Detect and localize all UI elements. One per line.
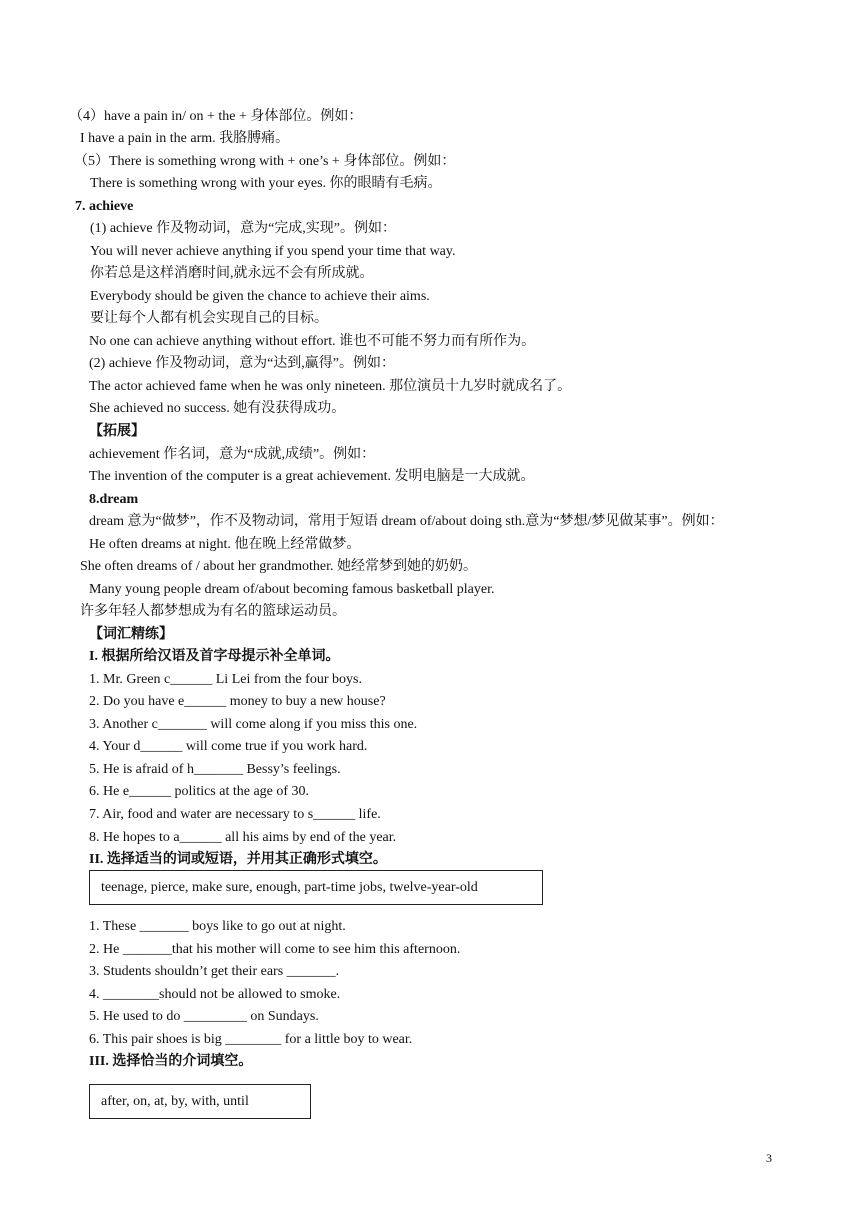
text-line: I. 根据所给汉语及首字母提示补全单词。 xyxy=(89,649,340,664)
text-line: 6. This pair shoes is big ________ for a little boy to wear. xyxy=(89,1032,413,1047)
text-line: He often dreams at night. 他在晚上经常做梦。 xyxy=(89,537,361,552)
word-bank-text-1: teenage, pierce, make sure, enough, part-time jobs, twelve-year-old xyxy=(101,880,478,895)
text-line: 5. He used to do _________ on Sundays. xyxy=(89,1009,319,1024)
text-line: 许多年轻人都梦想成为有名的篮球运动员。 xyxy=(80,604,346,619)
text-line: (1) achieve 作及物动词，意为“完成,实现”。例如： xyxy=(90,221,396,236)
page-number: 3 xyxy=(766,1151,772,1165)
word-bank-text-2: after, on, at, by, with, until xyxy=(101,1094,249,1109)
text-line: 6. He e______ politics at the age of 30. xyxy=(89,784,310,799)
text-line: 7. achieve xyxy=(75,199,134,214)
text-line: 3. Another c_______ will come along if you miss this one. xyxy=(89,717,418,732)
text-line: I have a pain in the arm. 我胳膊痛。 xyxy=(80,131,290,146)
text-line: III. 选择恰当的介词填空。 xyxy=(89,1054,253,1069)
text-line: 4. Your d______ will come true if you work hard. xyxy=(89,739,368,754)
text-line: （4）have a pain in/ on + the + 身体部位。例如： xyxy=(69,109,363,124)
text-line: 7. Air, food and water are necessary to s______ life. xyxy=(89,807,381,822)
text-line: She often dreams of / about her grandmother. 她经常梦到她的奶奶。 xyxy=(80,559,477,574)
text-line: dream 意为“做梦”，作不及物动词，常用于短语 dream of/about doing sth.意为“梦想/梦见做某事”。例如： xyxy=(89,514,724,529)
text-line: (2) achieve 作及物动词，意为“达到,赢得”。例如： xyxy=(89,356,395,371)
text-line: She achieved no success. 她有没获得成功。 xyxy=(89,401,346,416)
text-line: 2. He _______that his mother will come to see him this afternoon. xyxy=(89,942,461,957)
text-line: 5. He is afraid of h_______ Bessy’s feelings. xyxy=(89,762,341,777)
text-line: 你若总是这样消磨时间,就永远不会有所成就。 xyxy=(90,266,374,281)
text-line: 8.dream xyxy=(89,492,139,507)
text-line: 1. Mr. Green c______ Li Lei from the four boys. xyxy=(89,672,362,687)
text-line: 2. Do you have e______ money to buy a new house? xyxy=(89,694,386,709)
word-bank-box-2 xyxy=(89,1084,311,1119)
text-line: The actor achieved fame when he was only nineteen. 那位演员十九岁时就成名了。 xyxy=(89,379,572,394)
text-line: achievement 作名词，意为“成就,成绩”。例如： xyxy=(89,447,376,462)
text-line: The invention of the computer is a great achievement. 发明电脑是一大成就。 xyxy=(89,469,535,484)
text-line: 要让每个人都有机会实现自己的目标。 xyxy=(90,311,328,326)
text-line: 【词汇精练】 xyxy=(89,627,173,642)
text-line: （5）There is something wrong with + one’s + 身体部位。例如： xyxy=(74,154,456,169)
text-line: Many young people dream of/about becoming famous basketball player. xyxy=(89,582,495,597)
text-line: Everybody should be given the chance to achieve their aims. xyxy=(90,289,430,304)
text-line: No one can achieve anything without effort. 谁也不可能不努力而有所作为。 xyxy=(89,334,536,349)
word-bank-box-1 xyxy=(89,870,543,905)
text-line: 8. He hopes to a______ all his aims by end of the year. xyxy=(89,830,397,845)
text-line: There is something wrong with your eyes. 你的眼睛有毛病。 xyxy=(90,176,442,191)
text-line: 1. These _______ boys like to go out at night. xyxy=(89,919,346,934)
text-line: II. 选择适当的词或短语，并用其正确形式填空。 xyxy=(89,852,387,867)
text-line: 3. Students shouldn’t get their ears _______. xyxy=(89,964,340,979)
text-line: 4. ________should not be allowed to smoke. xyxy=(89,987,341,1002)
text-line: 【拓展】 xyxy=(89,424,145,439)
text-line: You will never achieve anything if you spend your time that way. xyxy=(90,244,456,259)
